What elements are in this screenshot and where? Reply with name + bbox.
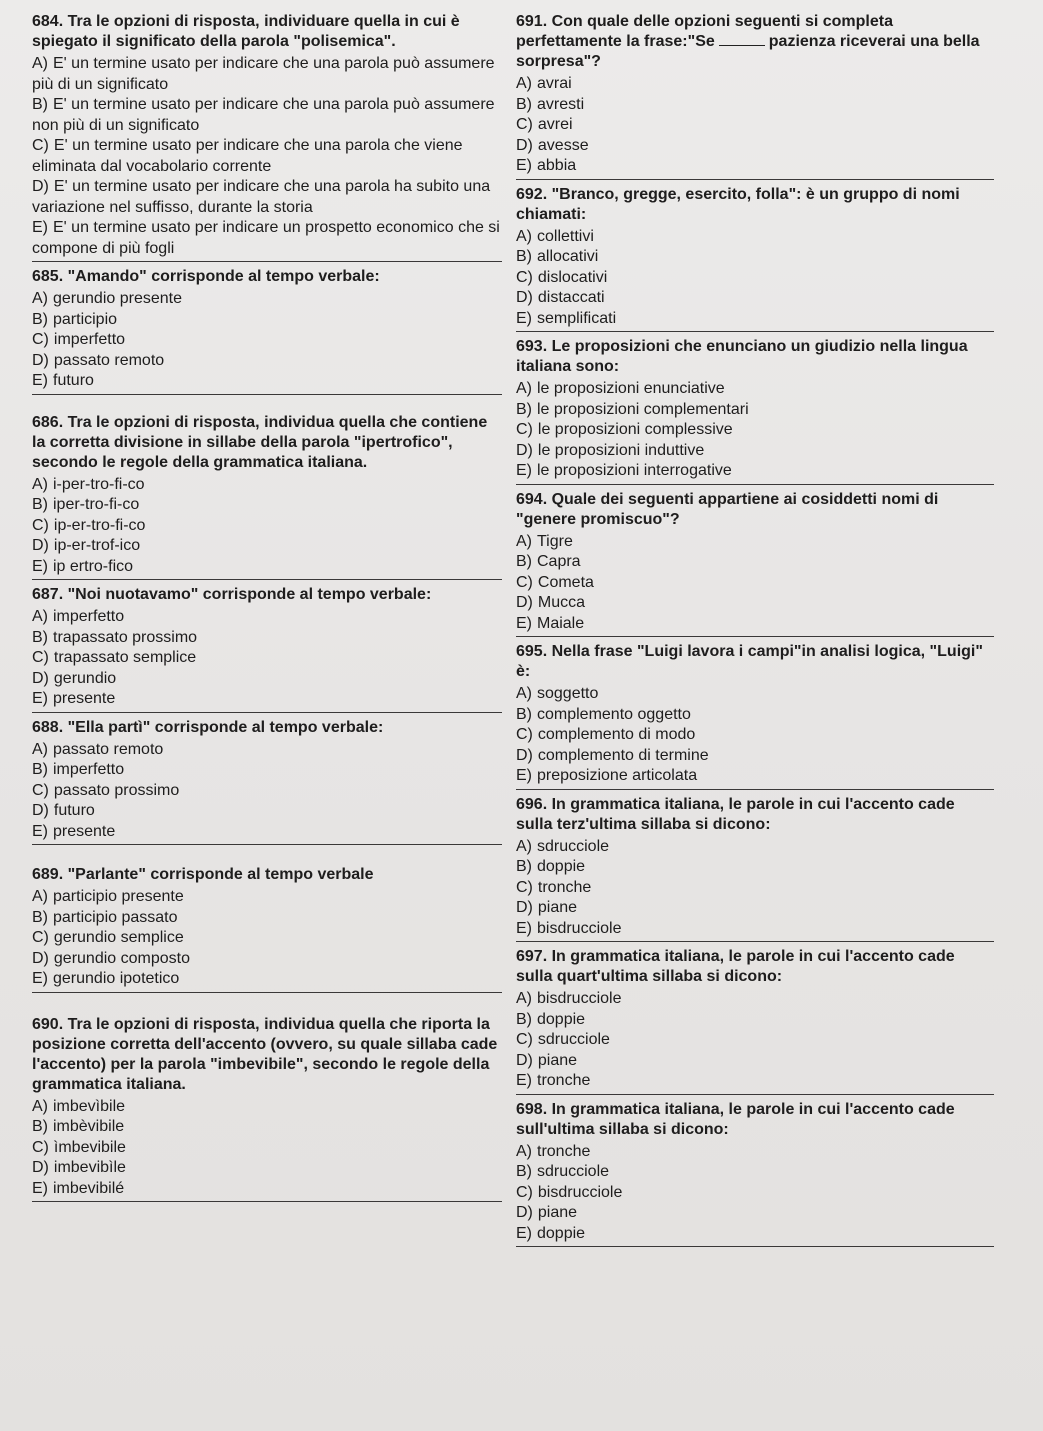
option-letter: A)	[516, 532, 532, 550]
answer-options	[516, 532, 994, 635]
option-letter: A)	[32, 55, 48, 72]
option-letter: A)	[32, 608, 48, 625]
option-letter: B)	[516, 400, 532, 418]
option-text: Tigre	[537, 532, 573, 550]
option-text: E' un termine usato per indicare un prospetto economico che si compone di più fogli	[32, 219, 500, 257]
answer-options	[32, 54, 502, 259]
option-text: doppie	[537, 1010, 586, 1028]
answer-option	[516, 989, 994, 1010]
option-letter: D)	[516, 136, 533, 154]
option-letter: E)	[516, 462, 532, 479]
option-letter: E)	[32, 557, 48, 575]
option-letter: D)	[516, 1204, 533, 1221]
question-697	[516, 947, 994, 1095]
question-stem: 698. In grammatica italiana, le parole in cui l'accento cade sull'ultima sillaba si dicono:	[516, 1100, 955, 1138]
answer-option	[516, 919, 994, 940]
option-text: soggetto	[537, 685, 599, 702]
option-letter: D)	[516, 441, 533, 459]
option-text: futuro	[53, 802, 95, 819]
option-text: bisdrucciole	[537, 1183, 623, 1201]
option-text: avesse	[537, 136, 589, 154]
answer-option	[32, 1117, 502, 1138]
answer-option	[516, 593, 994, 614]
answer-option	[32, 822, 502, 843]
question-696	[516, 795, 994, 943]
option-letter: A)	[516, 685, 532, 702]
answer-option	[32, 557, 502, 578]
answer-option	[32, 887, 502, 908]
option-text: E' un termine usato per indicare che una parola ha subito una variazione nel suffisso, durante la storia	[32, 178, 491, 216]
option-letter: B)	[516, 1010, 532, 1028]
option-text: passato prossimo	[53, 781, 180, 799]
option-letter: C)	[516, 116, 533, 133]
option-text: imbevibìle	[53, 1159, 126, 1176]
option-text: iper-tro-fi-co	[53, 496, 140, 513]
option-letter: C)	[516, 268, 533, 286]
answer-options	[516, 837, 994, 940]
answer-option	[32, 1179, 502, 1200]
question-stem: 684. Tra le opzioni di risposta, individuare quella in cui è spiegato il significato della parola "polisemica".	[32, 13, 460, 50]
answer-option	[32, 536, 502, 557]
option-text: tronche	[537, 1072, 591, 1089]
option-letter: C)	[32, 649, 49, 666]
option-text: ìmbevibile	[53, 1138, 126, 1156]
option-text: avresti	[537, 95, 585, 113]
answer-option	[32, 516, 502, 537]
option-text: allocativi	[537, 248, 599, 265]
option-text: le proposizioni complessive	[537, 421, 733, 438]
answer-option	[516, 247, 994, 268]
answer-option	[516, 1224, 994, 1245]
answer-option	[516, 420, 994, 441]
option-letter: D)	[516, 594, 533, 611]
option-letter: B)	[32, 496, 48, 513]
option-letter: C)	[516, 878, 533, 896]
answer-option	[516, 95, 994, 116]
question-stem: 697. In grammatica italiana, le parole in cui l'accento cade sulla quart'ultima sillaba si dicono:	[516, 948, 955, 985]
option-letter: A)	[32, 888, 48, 905]
option-letter: E)	[32, 970, 48, 987]
option-text: complemento di termine	[537, 746, 709, 764]
question-694	[516, 490, 994, 638]
option-text: passato remoto	[53, 351, 165, 369]
option-text: bisdrucciole	[537, 919, 622, 937]
option-letter: E)	[32, 372, 48, 389]
answer-option	[32, 289, 502, 310]
answer-option	[516, 1203, 994, 1224]
option-text: le proposizioni complementari	[537, 400, 749, 418]
option-letter: A)	[516, 837, 532, 855]
option-letter: D)	[32, 669, 49, 687]
option-letter: D)	[516, 746, 533, 764]
answer-option	[516, 268, 994, 289]
option-text: imbèvibile	[53, 1118, 125, 1135]
option-text: gerundio composto	[53, 949, 190, 967]
option-letter: C)	[516, 1183, 533, 1201]
stem-after-blank: pazienza riceverai una bella sorpresa"?	[516, 33, 980, 70]
option-text: participio presente	[53, 888, 184, 905]
answer-options	[516, 379, 994, 482]
answer-option	[32, 54, 502, 95]
option-text: Capra	[537, 553, 581, 570]
option-text: le proposizioni induttive	[537, 441, 705, 459]
answer-option	[516, 227, 994, 248]
option-letter: B)	[32, 310, 48, 328]
option-letter: A)	[516, 227, 532, 245]
option-letter: B)	[516, 1163, 532, 1180]
answer-option	[32, 1138, 502, 1159]
question-684	[32, 12, 502, 262]
answer-options	[516, 989, 994, 1092]
option-letter: A)	[516, 75, 532, 92]
question-690	[32, 1015, 502, 1203]
answer-option	[32, 908, 502, 929]
option-letter: B)	[516, 858, 532, 875]
option-letter: C)	[516, 1031, 533, 1048]
option-text: imbevìbile	[53, 1097, 126, 1115]
option-letter: B)	[516, 705, 532, 723]
question-stem: 685. "Amando" corrisponde al tempo verbale:	[32, 268, 380, 285]
question-stem: 693. Le proposizioni che enunciano un giudizio nella lingua italiana sono:	[516, 338, 968, 375]
option-letter: E)	[32, 822, 48, 840]
option-text: sdrucciole	[537, 1031, 610, 1048]
option-text: ip-er-tro-fi-co	[53, 516, 146, 534]
question-692	[516, 185, 994, 333]
answer-option	[32, 351, 502, 372]
answer-option	[516, 288, 994, 309]
option-letter: C)	[516, 573, 533, 591]
answer-option	[516, 552, 994, 573]
option-text: E' un termine usato per indicare che una parola che viene eliminata dal vocabolario corrente	[32, 137, 463, 175]
answer-option	[516, 379, 994, 400]
option-text: imbevibilé	[53, 1179, 125, 1197]
question-686	[32, 413, 502, 581]
question-stem: 689. "Parlante" corrisponde al tempo verbale	[32, 866, 374, 883]
option-text: imperfetto	[53, 608, 125, 625]
option-letter: A)	[32, 475, 48, 493]
answer-option	[516, 461, 994, 482]
question-stem: 695. Nella frase "Luigi lavora i campi"in analisi logica, "Luigi" è:	[516, 643, 983, 680]
left-column	[32, 12, 502, 1202]
option-letter: D)	[32, 351, 49, 369]
answer-option	[32, 760, 502, 781]
answer-option	[516, 1010, 994, 1031]
option-text: futuro	[53, 372, 94, 389]
answer-option	[32, 969, 502, 990]
answer-option	[32, 310, 502, 331]
option-text: participio passato	[53, 908, 178, 926]
answer-option	[516, 614, 994, 635]
answer-options	[32, 607, 502, 710]
option-text: E' un termine usato per indicare che una parola può assumere non più di un significato	[32, 96, 495, 134]
option-letter: C)	[32, 929, 49, 946]
answer-option	[32, 801, 502, 822]
answer-option	[32, 740, 502, 761]
answer-option	[516, 1183, 994, 1204]
option-letter: C)	[32, 516, 49, 534]
answer-options	[32, 1097, 502, 1200]
option-letter: A)	[32, 1097, 48, 1115]
question-685	[32, 267, 502, 395]
option-letter: B)	[32, 1118, 48, 1135]
option-letter: D)	[516, 1051, 533, 1069]
question-stem: 688. "Ella partì" corrisponde al tempo verbale:	[32, 718, 384, 736]
answer-option	[32, 475, 502, 496]
answer-option	[32, 648, 502, 669]
option-text: complemento oggetto	[537, 705, 691, 723]
answer-options	[32, 475, 502, 578]
answer-option	[516, 1162, 994, 1183]
option-text: imperfetto	[53, 761, 125, 778]
question-stem: 686. Tra le opzioni di risposta, individua quella che contiene la corretta divisione in sillabe della parola "ipertrofico", secondo le regole della grammatica italiana.	[32, 413, 488, 471]
option-text: sdrucciole	[537, 837, 610, 855]
option-letter: E)	[32, 219, 48, 236]
option-letter: B)	[516, 248, 532, 265]
option-text: piane	[537, 1204, 578, 1221]
option-text: le proposizioni interrogative	[537, 462, 732, 479]
answer-option	[32, 330, 502, 351]
option-letter: C)	[32, 1138, 49, 1156]
answer-option	[516, 705, 994, 726]
question-695	[516, 642, 994, 790]
answer-option	[516, 1142, 994, 1163]
option-letter: B)	[516, 95, 532, 113]
answer-option	[32, 218, 502, 259]
answer-option	[516, 309, 994, 330]
option-letter: E)	[516, 767, 532, 784]
answer-option	[32, 95, 502, 136]
option-letter: C)	[516, 726, 533, 743]
answer-option	[516, 1071, 994, 1092]
option-text: distaccati	[537, 289, 605, 306]
option-text: Mucca	[537, 594, 586, 611]
option-letter: E)	[516, 1224, 532, 1242]
answer-option	[516, 573, 994, 594]
question-688	[32, 718, 502, 846]
option-text: gerundio semplice	[53, 929, 184, 946]
option-text: gerundio presente	[53, 290, 182, 307]
option-letter: B)	[32, 628, 48, 646]
question-698	[516, 1100, 994, 1248]
option-text: piane	[537, 899, 578, 916]
answer-option	[516, 441, 994, 462]
option-letter: E)	[32, 690, 48, 707]
option-letter: B)	[32, 908, 48, 926]
option-letter: C)	[32, 137, 49, 154]
option-text: passato remoto	[53, 740, 164, 758]
option-text: trapassato prossimo	[53, 628, 198, 646]
answer-options	[32, 887, 502, 990]
answer-option	[32, 371, 502, 392]
answer-option	[32, 669, 502, 690]
option-letter: B)	[32, 96, 48, 113]
answer-option	[516, 746, 994, 767]
answer-option	[32, 781, 502, 802]
answer-option	[516, 532, 994, 553]
option-text: presente	[53, 822, 116, 840]
option-text: imperfetto	[53, 331, 126, 348]
option-letter: A)	[516, 990, 532, 1007]
option-text: piane	[537, 1051, 578, 1069]
option-letter: E)	[516, 157, 532, 174]
answer-option	[32, 177, 502, 218]
question-691	[516, 12, 994, 180]
answer-option	[516, 766, 994, 787]
option-text: gerundio ipotetico	[53, 970, 180, 987]
option-text: ip-er-trof-ico	[53, 537, 141, 554]
question-687	[32, 585, 502, 713]
option-text: tronche	[537, 878, 592, 896]
option-letter: E)	[32, 1179, 48, 1197]
option-text: complemento di modo	[537, 726, 696, 743]
option-text: ip ertro-fico	[53, 557, 134, 575]
question-stem: 692. "Branco, gregge, esercito, folla": è un gruppo di nomi chiamati:	[516, 185, 960, 223]
answer-option	[516, 115, 994, 136]
question-stem: 690. Tra le opzioni di risposta, individua quella che riporta la posizione corretta dell'accento (ovvero, su quale sillaba cade l'accento) per la parola "imbevibile", secondo le regole della grammatica italiana.	[32, 1015, 498, 1093]
stem-before-blank: 691. Con quale delle opzioni seguenti si completa perfettamente la frase:"Se	[516, 13, 893, 50]
question-stem: 687. "Noi nuotavamo" corrisponde al tempo verbale:	[32, 586, 432, 603]
answer-option	[516, 725, 994, 746]
answer-option	[516, 878, 994, 899]
option-letter: D)	[32, 178, 49, 195]
option-text: bisdrucciole	[537, 990, 622, 1007]
option-letter: E)	[516, 919, 532, 937]
answer-options	[516, 227, 994, 330]
answer-options	[32, 289, 502, 392]
answer-option	[516, 74, 994, 95]
option-letter: D)	[32, 802, 49, 819]
answer-option	[32, 136, 502, 177]
fill-in-blank	[719, 45, 765, 46]
question-stem	[516, 12, 994, 72]
answer-option	[32, 949, 502, 970]
question-693	[516, 337, 994, 485]
option-letter: A)	[32, 290, 48, 307]
option-letter: C)	[32, 331, 49, 348]
answer-options	[516, 1142, 994, 1245]
option-text: i-per-tro-fi-co	[53, 475, 145, 493]
answer-option	[516, 857, 994, 878]
answer-option	[516, 837, 994, 858]
answer-option	[32, 1097, 502, 1118]
option-letter: D)	[32, 537, 49, 554]
option-text: preposizione articolata	[537, 767, 698, 784]
option-text: dislocativi	[537, 268, 608, 286]
option-letter: B)	[516, 553, 532, 570]
answer-option	[32, 495, 502, 516]
answer-options	[516, 74, 994, 177]
answer-option	[32, 607, 502, 628]
option-letter: C)	[516, 421, 533, 438]
answer-option	[516, 136, 994, 157]
option-text: collettivi	[537, 227, 594, 245]
option-text: Cometa	[537, 573, 594, 591]
option-text: abbia	[537, 157, 577, 174]
option-text: tronche	[537, 1142, 591, 1160]
question-stem: 696. In grammatica italiana, le parole in cui l'accento cade sulla terz'ultima sillaba si dicono:	[516, 795, 955, 833]
option-text: doppie	[537, 1224, 586, 1242]
option-text: semplificati	[537, 309, 617, 327]
answer-option	[32, 1158, 502, 1179]
option-letter: E)	[516, 1072, 532, 1089]
option-text: sdrucciole	[537, 1163, 610, 1180]
option-letter: A)	[516, 380, 532, 397]
option-text: gerundio	[53, 669, 117, 687]
right-column	[516, 12, 994, 1247]
option-letter: D)	[32, 949, 49, 967]
option-text: doppie	[537, 858, 586, 875]
question-689	[32, 865, 502, 993]
answer-options	[32, 740, 502, 843]
option-letter: D)	[32, 1159, 49, 1176]
answer-option	[32, 689, 502, 710]
option-letter: E)	[516, 614, 532, 632]
option-text: Maiale	[537, 614, 585, 632]
answer-option	[516, 1051, 994, 1072]
answer-option	[32, 928, 502, 949]
option-letter: E)	[516, 309, 532, 327]
question-stem: 694. Quale dei seguenti appartiene ai cosiddetti nomi di "genere promiscuo"?	[516, 490, 939, 528]
option-letter: D)	[516, 899, 533, 916]
option-text: le proposizioni enunciative	[537, 380, 725, 397]
answer-option	[516, 1030, 994, 1051]
option-text: avrai	[537, 75, 572, 92]
option-text: participio	[53, 310, 118, 328]
answer-option	[516, 400, 994, 421]
option-text: trapassato semplice	[53, 649, 197, 666]
answer-option	[516, 684, 994, 705]
option-text: avrei	[537, 116, 573, 133]
answer-option	[516, 156, 994, 177]
option-letter: A)	[516, 1142, 532, 1160]
option-letter: A)	[32, 740, 48, 758]
answer-option	[32, 628, 502, 649]
answer-option	[516, 898, 994, 919]
option-letter: C)	[32, 781, 49, 799]
option-text: presente	[53, 690, 116, 707]
option-letter: D)	[516, 289, 533, 306]
option-text: E' un termine usato per indicare che una parola può assumere più di un significato	[32, 55, 495, 93]
answer-options	[516, 684, 994, 787]
option-letter: B)	[32, 761, 48, 778]
